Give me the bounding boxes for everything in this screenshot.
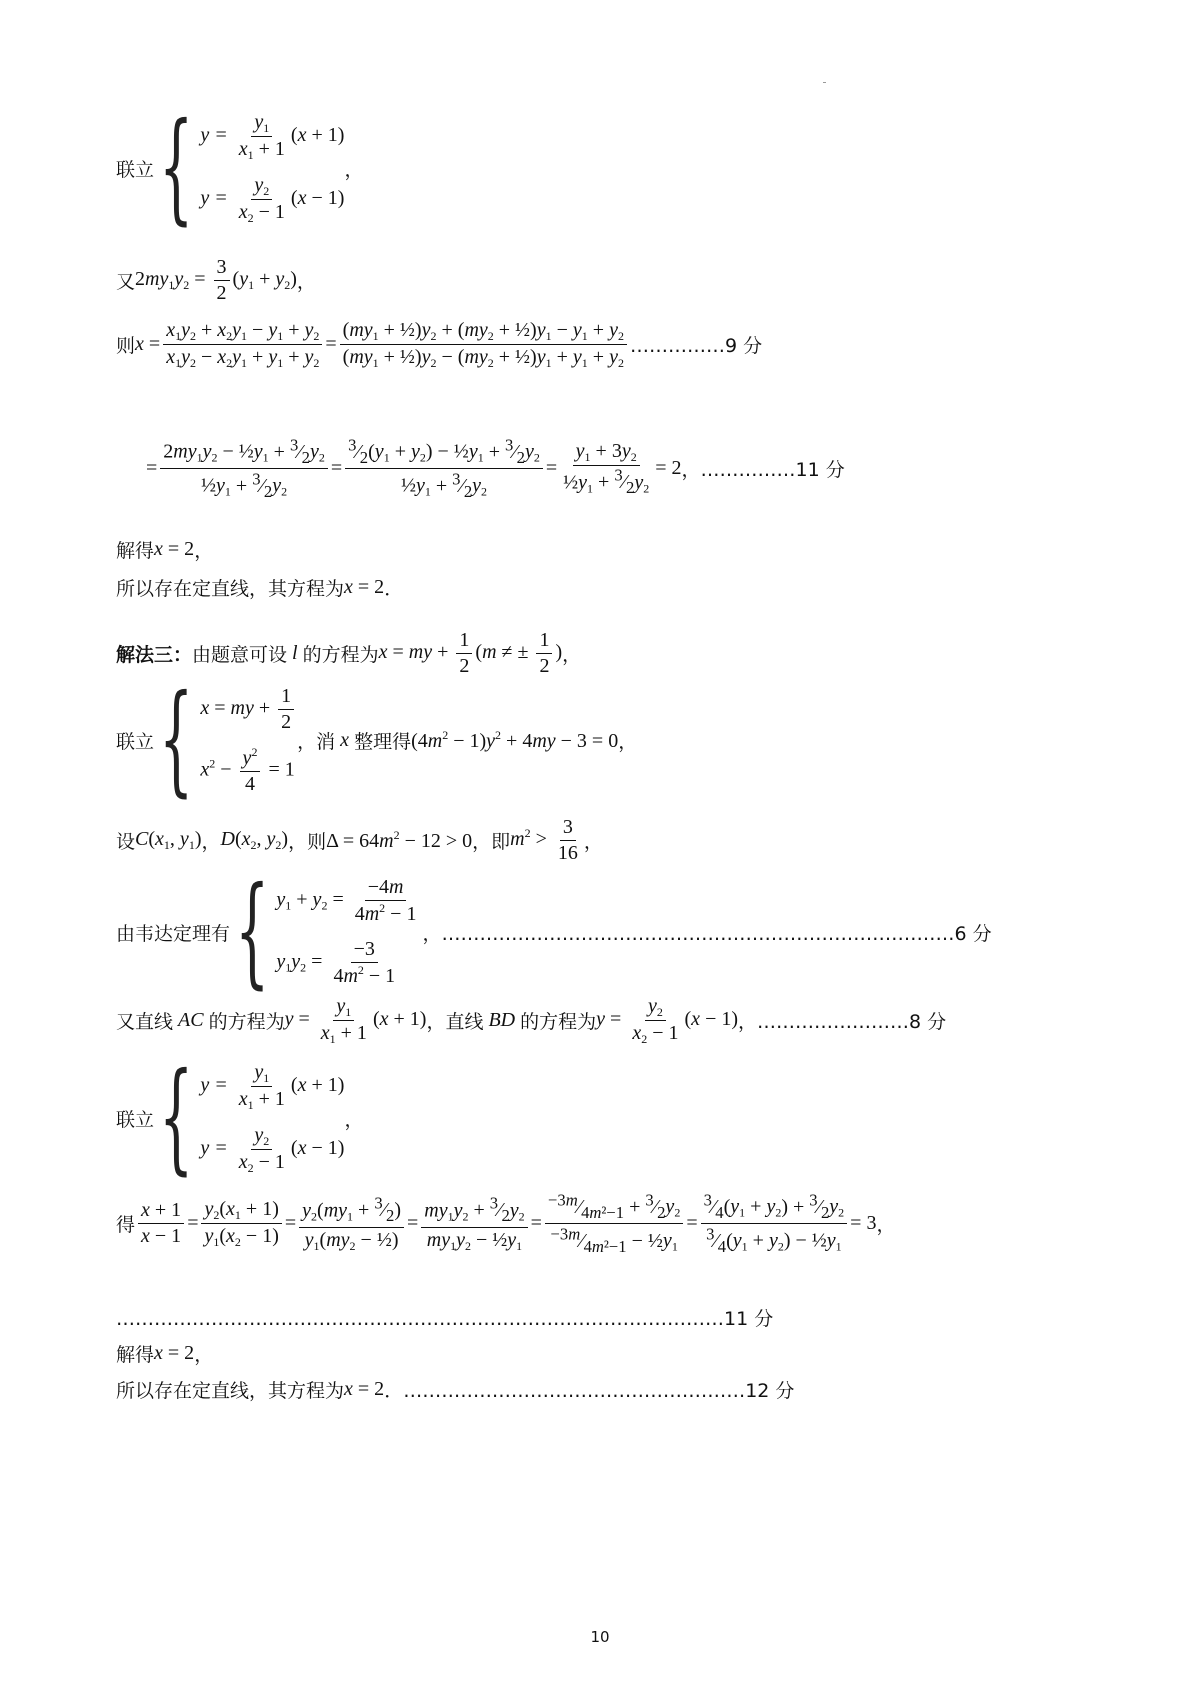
score-line-11b (116, 1304, 773, 1331)
text-de-fangcheng: 的方程为 (208, 1011, 285, 1033)
text-de-fangcheng-2: 的方程为 (520, 1011, 597, 1033)
text-zhengli: 整理得 (354, 730, 412, 753)
text-suoyi: 所以存在定直线，其方程为 (116, 578, 345, 600)
text-you: 又 (116, 271, 136, 293)
equation-continued: = $\frac{2my_1y_2 - \frac{1}{2}y_1 + ^3⁄_2y_2}{\frac{1}{2}y_1 + ^3⁄_2y_2}$ = $\frac{^3⁄_2(y_1 + y_2) - \frac{1}{2}y_1 + ^3⁄_2y_2}{\frac{1}{2}y_1 + ^3⁄_2y_2}$ = $\frac{y_1 + 3y_2}{\frac{1}{2}y_1 + ^3⁄_2y_2}$ = 2 ， ……………11 分 (146, 435, 845, 502)
system-lianli-1: 联立 { y = $\frac{y_1}{x_1 + 1}$ (x + 1) y = $\frac{y_2}{x_2 - 1}$ (x − 1) ， (116, 98, 364, 237)
let-points: 设 $C(x_1$, $y_1$) ， $D(x_2$, $y_2$) ，则 $\Delta = 64m^2 - 12 > 0$ ，即 $m^2$ > $\frac{3}{16}$ ， (116, 816, 603, 864)
text-youzhixian: 又直线 (116, 1011, 174, 1033)
score-9: ……………9 分 (629, 335, 763, 357)
conclusion-line-1: 所以存在定直线，其方程为 x = 2 ． (116, 576, 404, 600)
text-fangchengwei: 的方程为 (302, 644, 379, 666)
text-ze: 则 (116, 335, 136, 357)
text-ze-2: ，则 (288, 831, 327, 853)
equation-system-4: { y = $\frac{y_1}{x_1 + 1}$ (x + 1) y = $\frac{y_2}{x_2 - 1}$ (x − 1) (159, 1048, 345, 1187)
conclusion-line-2: 所以存在定直线，其方程为 x = 2 ． ………………………………………………12 分 (116, 1378, 795, 1402)
equation-ze: 则 x = $\frac{x_1y_2 + x_2y_1 - y_1 + y_2}{x_1y_2 - x_2y_1 + y_1 + y_2}$ = $\frac{(my_1 + \frac{1}{2})y_2 + (my_2 + \frac{1}{2})y_1 - y_1 + y_2}{(my_1 + \frac{1}{2})y_2 - (my_2 + \frac{1}{2})y_1 + y_1 + y_2}$ ……………9 分 (116, 319, 763, 370)
text-suoyi-2: 所以存在定直线，其方程为 (116, 1380, 345, 1402)
system-lianli-3: 联立 { y = $\frac{y_1}{x_1 + 1}$ (x + 1) y = $\frac{y_2}{x_2 - 1}$ (x − 1) ， (116, 1048, 364, 1187)
text-zhixian: ，直线 (426, 1011, 484, 1033)
score-12: ………………………………………………12 分 (403, 1380, 795, 1402)
score-11a: ……………11 分 (700, 459, 845, 482)
text-jiede: 解得 (116, 540, 155, 562)
system-lianli-2: 联立 { x = my + $\frac{1}{2}$ $x^2$ − $\frac{y^2}{4}$ = 1 ，消 x 整理得 $(4m^2 - 1)y^2 + 4my - 3 = 0$ ， (116, 670, 638, 809)
vieta-system: 由韦达定理有 { $y_1 + y_2$ = $\frac{-4m}{4m^2 - 1}$ $y_1y_2$ = $\frac{-3}{4m^2 - 1}$ ， ………………………………………………………………………6 分 (116, 862, 992, 1001)
lines-ac-bd: 又直线 AC 的方程为 y = $\frac{y_1}{x_1 + 1}$ (x + 1) ，直线 BD 的方程为 y = $\frac{y_2}{x_2 - 1}$ (x − 1) ， ……………………8 分 (116, 995, 947, 1046)
equation-you: 又 $2my_1y_2$ = $\frac{3}{2}$ $(y_1 + y_2)$ ， (116, 256, 316, 304)
solve-line-1: 解得 x = 2 ， (116, 538, 214, 562)
solve-line-2: 解得 x = 2 ， (116, 1342, 214, 1366)
score-6: ………………………………………………………………………6 分 (441, 922, 992, 945)
text-jiede-2: 解得 (116, 1344, 155, 1366)
method-three-label: 解法三： (116, 644, 193, 666)
score-11b: ……………………………………………………………………………………11 分 (116, 1308, 774, 1330)
equation-system-2: { x = my + $\frac{1}{2}$ $x^2$ − $\frac{y^2}{4}$ = 1 (159, 670, 295, 809)
text-youtiyi: 由题意可设 (192, 644, 288, 666)
text-de: 得 (116, 1214, 136, 1237)
text-lianli-2: 联立 (116, 730, 155, 753)
scan-mark (823, 82, 826, 83)
text-ji: ，即 (472, 831, 511, 853)
text-xiao: ，消 (297, 730, 336, 753)
text-lianli-3: 联立 (116, 1108, 155, 1131)
equation-de: 得 $\frac{x + 1}{x - 1}$ = $\frac{y_2(x_1 + 1)}{y_1(x_2 - 1)}$ = $\frac{y_2(my_1 + ^3⁄_2)}{y_1(my_2 - \frac{1}{2})}$ = $\frac{my_1y_2 + ^3⁄_2y_2}{my_1y_2 - \frac{1}{2}y_1}$ = $\frac{^{-3m}⁄_{4m^2-1} + ^3⁄_2y_2}{^{-3m}⁄_{4m^2-1} - \frac{1}{2}y_1}$ = $\frac{^3⁄_4(y_1 + y_2) + ^3⁄_2y_2}{^3⁄_4(y_1 + y_2) - \frac{1}{2}y_1}$ = 3 ， (116, 1190, 896, 1257)
text-lianli: 联立 (116, 158, 155, 181)
text-she: 设 (116, 831, 136, 853)
page-number: 10 (590, 1628, 610, 1646)
equation-system-3: { $y_1 + y_2$ = $\frac{-4m}{4m^2 - 1}$ $y_1y_2$ = $\frac{-3}{4m^2 - 1}$ (235, 862, 417, 1001)
text-weida: 由韦达定理有 (116, 922, 231, 945)
equation-system: { y = $\frac{y_1}{x_1 + 1}$ (x + 1) y = $\frac{y_2}{x_2 - 1}$ (x − 1) (159, 98, 345, 237)
score-8: ……………………8 分 (757, 1011, 947, 1033)
method-three-intro: 解法三： 由题意可设 l 的方程为 x = my + $\frac{1}{2}$ (m ≠ ± $\frac{1}{2}$ ) ， (116, 629, 582, 677)
